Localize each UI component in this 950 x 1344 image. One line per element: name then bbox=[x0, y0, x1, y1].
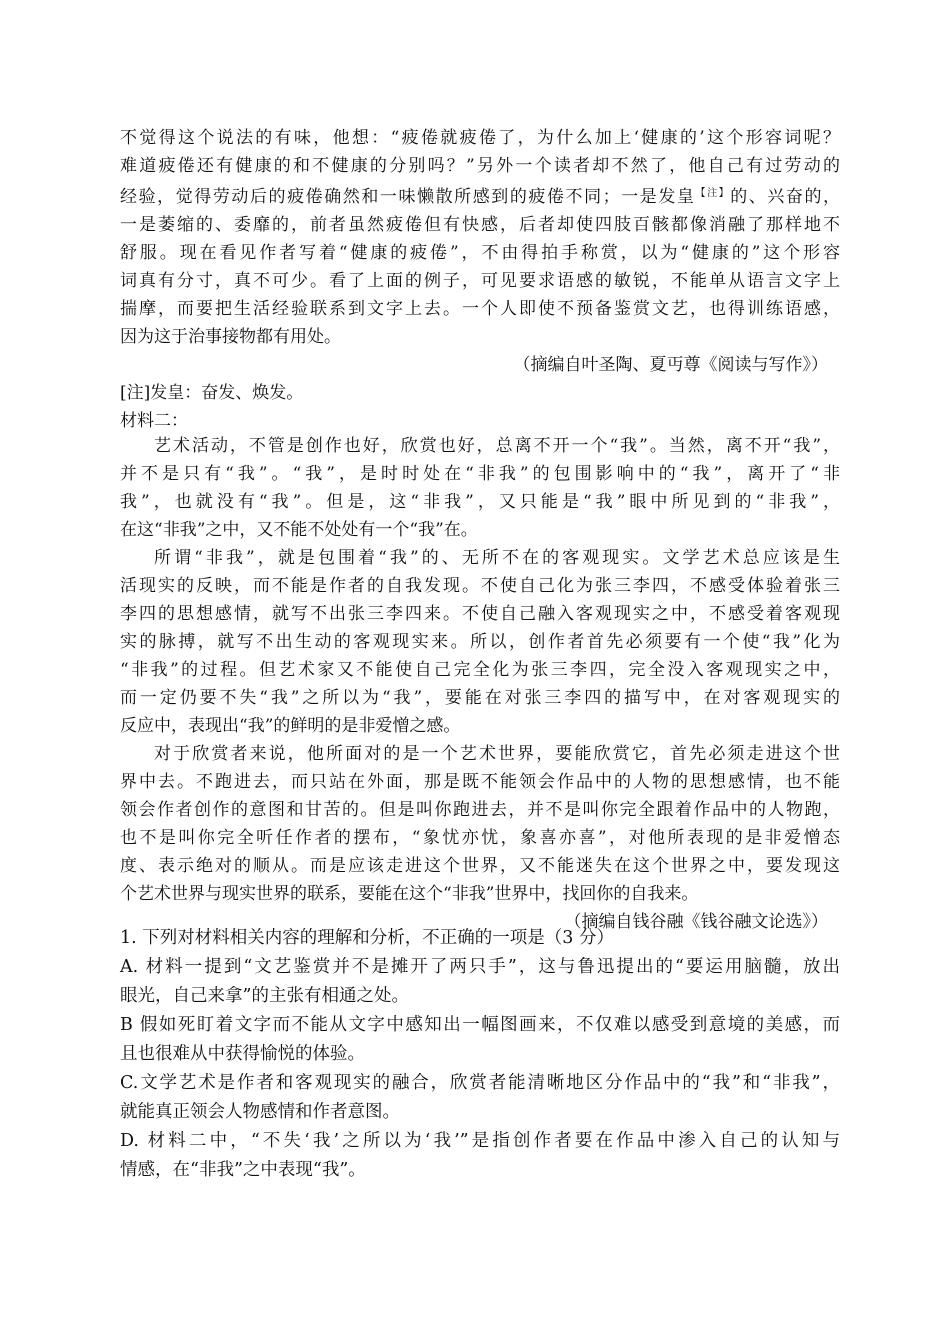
text-line: 词真有分寸，真不可少。看了上面的例子，可见要求语感的敏锐，不能单从语言文字上 bbox=[120, 271, 840, 291]
text-line: 因为这于治事接物都有用处。 bbox=[120, 327, 341, 347]
option-a-cont: 眼光，自己来拿”的主张有相通之处。 bbox=[120, 986, 409, 1006]
text-line: 我”，也就没有“我”。但是，这“非我”，又只能是“我”眼中所见到的“非我”， bbox=[120, 492, 840, 512]
material1-text bbox=[120, 124, 840, 435]
text-line: 反应中，表现出“我”的鲜明的是非爱憎之感。 bbox=[120, 716, 461, 736]
text-line: 所谓“非我”，就是包围着“我”的、无所不在的客观现实。文学艺术总应该是生 bbox=[154, 548, 840, 568]
text-line bbox=[120, 180, 840, 211]
option-c: C.文学艺术是作者和客观现实的融合，欣赏者能清晰地区分作品中的“我”和“非我”， bbox=[120, 1073, 840, 1093]
footnote: [注]发皇：奋发、焕发。 bbox=[120, 383, 304, 403]
question-block bbox=[120, 924, 840, 1185]
text-line: 艺术活动，不管是创作也好，欣赏也好，总离不开一个“我”。当然，离不开“我”， bbox=[154, 436, 840, 456]
source-citation: （摘编自叶圣陶、夏丏尊《阅读与写作》） bbox=[513, 355, 828, 375]
text-line: 界中去。不跑进去，而只站在外面，那是既不能领会作品中的人物的思想感情，也不能 bbox=[120, 772, 840, 792]
material2-text bbox=[120, 432, 840, 936]
text-line: 领会作者创作的意图和甘苦的。但是叫你跑进去，并不是叫你完全跟着作品中的人物跑， bbox=[120, 800, 840, 820]
text-line: 活现实的反映，而不能是作者的自我发现。不使自己化为张三李四，不感受体验着张三 bbox=[120, 576, 840, 596]
text-line: 个艺术世界与现实世界的联系，要能在这个“非我”世界中，找回你的自我来。 bbox=[120, 884, 699, 904]
option-a: A. 材料一提到“文艺鉴赏并不是摊开了两只手”，这与鲁迅提出的“要运用脑髓，放出 bbox=[120, 957, 840, 977]
text-line: 揣摩，而要把生活经验联系到文字上去。一个人即使不预备鉴赏文艺，也得训练语感， bbox=[120, 299, 840, 319]
option-b: B 假如死盯着文字而不能从文字中感知出一幅图画来，不仅难以感受到意境的美感，而 bbox=[120, 1015, 840, 1035]
text-line: “非我”的过程。但艺术家又不能使自己完全化为张三李四，完全没入客观现实之中， bbox=[120, 660, 840, 680]
text-line: 难道疲倦还有健康的和不健康的分别吗？”另外一个读者却不然了，他自己有过劳动的 bbox=[120, 156, 840, 176]
option-d: D. 材料二中，“不失‘我’之所以为‘我’”是指创作者要在作品中渗入自己的认知与 bbox=[120, 1131, 840, 1151]
question-stem: 1. 下列对材料相关内容的理解和分析，不正确的一项是（3 分） bbox=[120, 928, 614, 948]
text-line: 对于欣赏者来说，他所面对的是一个艺术世界，要能欣赏它，首先必须走进这个世 bbox=[154, 744, 840, 764]
text-line: 实的脉搏，就写不出生动的客观现实来。所以，创作者首先必须要有一个使“我”化为 bbox=[120, 632, 840, 652]
text-line: 不觉得这个说法的有味，他想：“疲倦就疲倦了，为什么加上‘健康的’这个形容词呢？ bbox=[120, 128, 840, 148]
option-c-cont: 就能真正领会人物感情和作者意图。 bbox=[120, 1102, 400, 1122]
text-span: 经验，觉得劳动后的疲倦确然和一味懒散所感到的疲倦不同；一是发皇 bbox=[120, 187, 696, 207]
section-heading: 材料二： bbox=[120, 411, 188, 431]
note-marker: 【注】 bbox=[695, 188, 731, 199]
option-d-cont: 情感，在“非我”之中表现“我”。 bbox=[120, 1160, 366, 1180]
text-line: 并不是只有“我”。“我”，是时时处在“非我”的包围影响中的“我”，离开了“非 bbox=[120, 464, 840, 484]
text-line: 也不是叫你完全听任作者的摆布，“象忧亦忧，象喜亦喜”，对他所表现的是非爱憎态 bbox=[120, 828, 840, 848]
text-line: 在这“非我”之中，又不能不处处有一个“我”在。 bbox=[120, 520, 478, 540]
text-line: 舒服。现在看见作者写着“健康的疲倦”，不由得拍手称赏，以为“健康的”这个形容 bbox=[120, 243, 840, 263]
text-line: 李四的思想感情，就写不出张三李四来。不使自己融入客观现实之中，不感受着客观现 bbox=[120, 604, 840, 624]
option-b-cont: 且也很难从中获得愉悦的体验。 bbox=[120, 1044, 365, 1064]
text-line: 度、表示绝对的顺从。而是应该走进这个世界，又不能迷失在这个世界之中，要发现这 bbox=[120, 856, 840, 876]
text-span: 的、兴奋的， bbox=[730, 187, 841, 207]
source-citation: （摘编自钱谷融《钱谷融文论选》） bbox=[564, 912, 828, 932]
text-line: 一是萎缩的、委靡的，前者虽然疲倦但有快感，后者却使四肢百骸都像消融了那样地不 bbox=[120, 215, 840, 235]
text-line: 而一定仍要不失“我”之所以为“我”，要能在对张三李四的描写中，在对客观现实的 bbox=[120, 688, 840, 708]
